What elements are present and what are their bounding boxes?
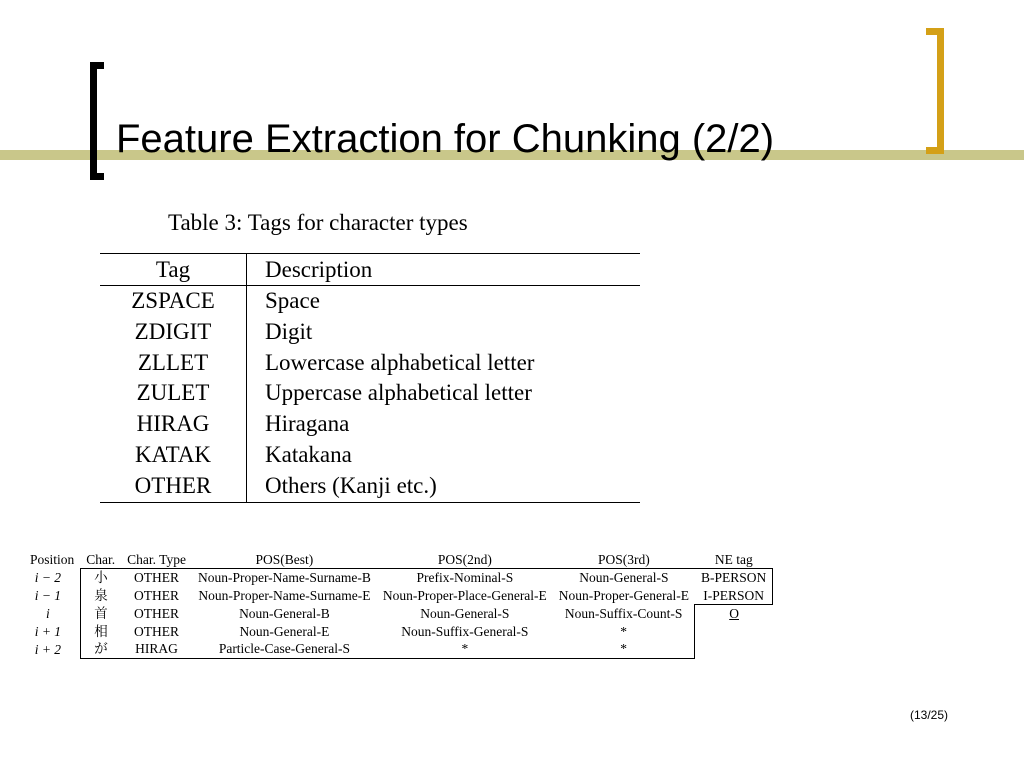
position-cell: i + 2: [34, 641, 62, 657]
right-bracket-decor: [926, 28, 944, 154]
character-type-table: [100, 253, 640, 503]
feature-header-ne-tag: NE tag: [714, 551, 753, 567]
table3-header-tag: Tag: [100, 254, 247, 286]
char-type-cell: HIRAG: [121, 640, 192, 658]
pos-best-cell: Particle-Case-General-S: [192, 640, 377, 658]
feature-row: [24, 605, 773, 623]
ne-tag-cell: I-PERSON: [695, 587, 773, 605]
pos-3rd-cell: *: [553, 623, 695, 641]
pos-3rd-cell: *: [553, 640, 695, 658]
feature-row: [24, 640, 773, 658]
ne-tag-cell: [695, 640, 773, 658]
pos-2nd-cell: Noun-General-S: [420, 606, 510, 621]
feature-row: [24, 623, 773, 641]
pos-2nd-cell: *: [377, 640, 553, 658]
char-type-cell: OTHER: [134, 623, 180, 639]
feature-header-position: Position: [30, 551, 75, 567]
left-bracket-decor: [90, 62, 104, 180]
ne-tag-cell: B-PERSON: [695, 569, 773, 587]
pos-3rd-cell: Noun-Suffix-Count-S: [553, 605, 695, 623]
feature-table: [24, 550, 773, 659]
feature-row: [24, 569, 773, 587]
char-cell: 小: [80, 569, 121, 587]
table3-tag-cell: ZLLET: [100, 348, 247, 379]
feature-header-char: Char.: [86, 551, 116, 567]
table3-tag-cell: ZULET: [100, 378, 247, 409]
pos-2nd-cell: Noun-Proper-Place-General-E: [382, 588, 547, 603]
table3-description-cell: Uppercase alphabetical letter: [265, 380, 532, 406]
feature-header-row: [24, 550, 773, 569]
char-cell: が: [80, 640, 121, 658]
table3-description-cell: Katakana: [265, 441, 352, 467]
table3-caption: Table 3: Tags for character types: [168, 210, 468, 235]
pos-best-cell: Noun-General-B: [239, 606, 330, 621]
pos-2nd-cell: Prefix-Nominal-S: [377, 569, 553, 587]
table3-description-cell: Digit: [265, 318, 313, 344]
table3-tag-cell: OTHER: [100, 471, 247, 502]
page-number: (13/25): [910, 708, 949, 722]
table3-tag-cell: ZDIGIT: [100, 317, 247, 348]
slide-title: Feature Extraction for Chunking (2/2): [116, 117, 775, 161]
table3-description-cell: Hiragana: [265, 411, 350, 437]
feature-header-pos-3rd: POS(3rd): [598, 551, 650, 567]
table3-row: [100, 409, 640, 440]
pos-best-cell: Noun-Proper-Name-Surname-B: [192, 569, 377, 587]
char-cell: 泉: [80, 587, 121, 605]
feature-header-char-type: Char. Type: [127, 551, 186, 567]
table3-tag-cell: KATAK: [100, 440, 247, 471]
position-cell: i − 2: [34, 570, 62, 585]
pos-best-cell: Noun-Proper-Name-Surname-E: [198, 588, 371, 603]
pos-3rd-cell: Noun-General-S: [553, 569, 695, 587]
table3-tag-cell: HIRAG: [100, 409, 247, 440]
position-cell: i − 1: [34, 588, 62, 603]
table3-row: [100, 317, 640, 348]
char-cell: 首: [80, 605, 121, 623]
char-type-cell: OTHER: [134, 606, 180, 621]
table3-row: [100, 471, 640, 502]
position-cell: i: [46, 606, 50, 621]
table3-row: [100, 378, 640, 409]
char-type-cell: OTHER: [134, 588, 180, 603]
table3-row: [100, 440, 640, 471]
table3-row: [100, 348, 640, 379]
feature-row: [24, 587, 773, 605]
table3-description-cell: Others (Kanji etc.): [247, 471, 641, 502]
table3-description-cell: Lowercase alphabetical letter: [265, 349, 535, 375]
pos-best-cell: Noun-General-E: [239, 623, 330, 639]
pos-3rd-cell: Noun-Proper-General-E: [558, 588, 689, 603]
feature-header-pos-2nd: POS(2nd): [437, 551, 492, 567]
position-cell: i + 1: [34, 623, 62, 639]
table3-header-description: Description: [247, 254, 641, 286]
char-cell: 相: [80, 623, 121, 641]
char-type-cell: OTHER: [121, 569, 192, 587]
table3-description-cell: Space: [265, 288, 320, 313]
ne-tag-cell: O: [729, 606, 739, 622]
ne-tag-cell: [695, 623, 773, 641]
table3-row: [100, 286, 640, 317]
table3-header-row: [100, 254, 640, 286]
pos-2nd-cell: Noun-Suffix-General-S: [401, 623, 529, 639]
feature-header-pos-best: POS(Best): [255, 551, 314, 567]
table3-tag-cell: ZSPACE: [100, 286, 247, 317]
